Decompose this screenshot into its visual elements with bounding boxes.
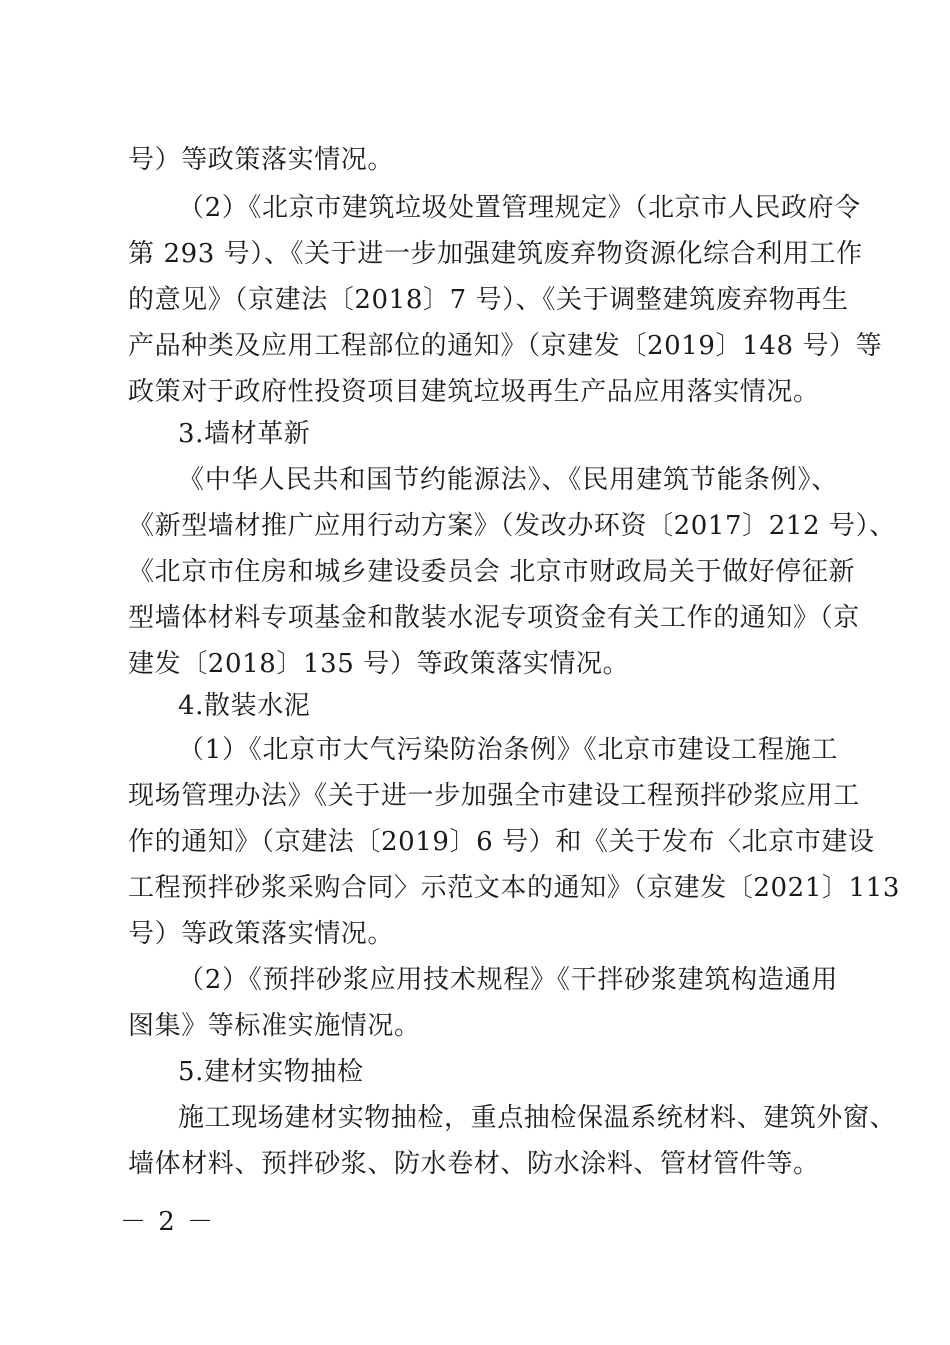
paragraph-wall-materials-line-4: 型墙体材料专项基金和散装水泥专项资金有关工作的通知》（京 [128,603,860,633]
paragraph-material-inspection-line-2: 墙体材料、预拌砂浆、防水卷材、防水涂料、管材管件等。 [128,1149,820,1179]
paragraph-construction-waste-2-line-2: 第 293 号）、《关于进一步加强建筑废弃物资源化综合利用工作 [128,239,863,269]
section-heading-wall-materials: 3.墙材革新 [178,419,311,449]
paragraph-construction-waste-2-line-3: 的意见》（京建法〔2018〕7 号）、《关于调整建筑废弃物再生 [128,285,849,315]
paragraph-construction-waste-2-line-5: 政策对于政府性投资项目建筑垃圾再生产品应用落实情况。 [128,377,820,407]
paragraph-construction-waste-2-line-1: （2）《北京市建筑垃圾处置管理规定》（北京市人民政府令 [178,193,861,223]
paragraph-wall-materials-line-5: 建发〔2018〕135 号）等政策落实情况。 [128,649,630,679]
paragraph-wall-materials-line-1: 《中华人民共和国节约能源法》、《民用建筑节能条例》、 [178,465,838,495]
body-line-continuation: 号）等政策落实情况。 [128,145,395,175]
section-heading-material-inspection: 5.建材实物抽检 [178,1057,364,1087]
paragraph-material-inspection-line-1: 施工现场建材实物抽检，重点抽检保温系统材料、建筑外窗、 [178,1103,897,1133]
paragraph-bulk-cement-1-line-4: 工程预拌砂浆采购合同〉示范文本的通知》（京建发〔2021〕113 [128,873,900,903]
section-heading-bulk-cement: 4.散装水泥 [178,691,311,721]
paragraph-bulk-cement-1-line-3: 作的通知》（京建法〔2019〕6 号）和《关于发布〈北京市建设 [128,827,875,857]
paragraph-construction-waste-2-line-4: 产品种类及应用工程部位的通知》（京建发〔2019〕148 号）等 [128,331,883,361]
paragraph-bulk-cement-2-line-2: 图集》等标准实施情况。 [128,1011,421,1041]
paragraph-bulk-cement-1-line-1: （1）《北京市大气污染防治条例》《北京市建设工程施工 [178,735,838,765]
paragraph-wall-materials-line-3: 《北京市住房和城乡建设委员会 北京市财政局关于做好停征新 [128,557,856,587]
paragraph-bulk-cement-2-line-1: （2）《预拌砂浆应用技术规程》《干拌砂浆建筑构造通用 [178,965,838,995]
page-number: － 2 － [120,1207,216,1237]
paragraph-bulk-cement-1-line-2: 现场管理办法》《关于进一步加强全市建设工程预拌砂浆应用工 [128,781,860,811]
paragraph-bulk-cement-1-line-5: 号）等政策落实情况。 [128,919,395,949]
paragraph-wall-materials-line-2: 《新型墙材推广应用行动方案》（发改办环资〔2017〕212 号）、 [128,511,896,541]
